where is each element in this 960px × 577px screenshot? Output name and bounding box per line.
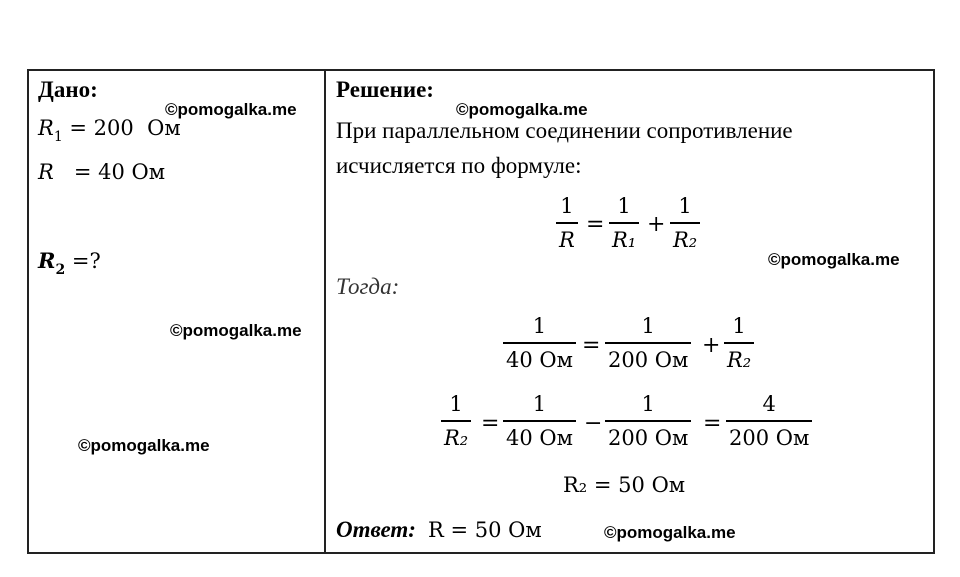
equals-sign: = <box>582 333 601 358</box>
fraction-1-over-200 <box>605 316 691 371</box>
denominator: 200 Ом <box>729 425 810 450</box>
answer-label: Ответ: <box>336 517 416 542</box>
minus-sign: − <box>584 411 603 436</box>
equals-sign: = <box>703 411 722 436</box>
numerator: 1 <box>449 392 463 416</box>
r1-symbol: R <box>38 116 54 140</box>
watermark: ©pomogalka.me <box>78 436 210 455</box>
r1-value: = 200 Ом <box>62 116 181 140</box>
given-title: Дано: <box>38 77 98 102</box>
denominator: R₂ <box>673 227 698 252</box>
denominator: 200 Ом <box>608 347 689 372</box>
given-r1 <box>38 116 181 145</box>
solution-line-1: При параллельном соединении сопротивление <box>336 118 793 143</box>
denominator: R <box>559 227 575 252</box>
numerator: 1 <box>617 194 631 218</box>
r2-symbol: R <box>38 248 56 273</box>
fraction-1-over-r <box>556 196 578 251</box>
fraction-1-over-r2 <box>670 196 700 251</box>
denominator: R₂ <box>444 425 469 450</box>
numerator: 1 <box>641 314 655 338</box>
answer-value: R = 50 Ом <box>427 518 542 542</box>
fraction-1-over-r1 <box>609 196 639 251</box>
numerator: 1 <box>560 194 574 218</box>
fraction-1-over-r2 <box>441 394 471 449</box>
denominator: 200 Ом <box>608 425 689 450</box>
given-r <box>38 162 165 183</box>
fraction-1-over-200 <box>605 394 691 449</box>
numerator: 1 <box>532 314 547 338</box>
answer-line <box>336 518 542 541</box>
denominator: 40 Ом <box>506 347 573 372</box>
plus-sign: + <box>702 333 721 358</box>
fraction-4-over-200 <box>726 394 812 449</box>
fraction-1-over-40 <box>503 316 576 371</box>
r-value: = 40 Ом <box>53 160 166 184</box>
r2-value: =? <box>65 249 101 273</box>
numerator: 1 <box>732 314 746 338</box>
fraction-1-over-r2 <box>724 316 754 371</box>
watermark: ©pomogalka.me <box>768 250 900 269</box>
watermark: ©pomogalka.me <box>170 321 302 340</box>
numerator: 4 <box>762 392 776 416</box>
fraction-1-over-40 <box>503 394 576 449</box>
solution-line-2: исчисляется по формуле: <box>336 153 582 178</box>
given-r2 <box>38 248 101 278</box>
equals-sign: = <box>586 212 605 237</box>
result-r2: R₂ = 50 Ом <box>563 473 686 497</box>
numerator: 1 <box>678 194 692 218</box>
denominator: R₂ <box>727 347 752 372</box>
numerator: 1 <box>641 392 655 416</box>
denominator: 40 Ом <box>506 425 573 450</box>
numerator: 1 <box>532 392 547 416</box>
r1-subscript: 1 <box>53 129 63 145</box>
plus-sign: + <box>647 212 666 237</box>
r2-subscript: 2 <box>55 262 66 278</box>
column-divider <box>324 69 326 554</box>
watermark: ©pomogalka.me <box>165 100 297 119</box>
denominator: R₁ <box>612 227 637 252</box>
equals-sign: = <box>481 411 500 436</box>
solution-title: Решение: <box>336 77 434 102</box>
watermark: ©pomogalka.me <box>456 100 588 119</box>
watermark: ©pomogalka.me <box>604 523 736 542</box>
then-label: Тогда: <box>336 274 400 299</box>
r-symbol: R <box>38 160 54 184</box>
